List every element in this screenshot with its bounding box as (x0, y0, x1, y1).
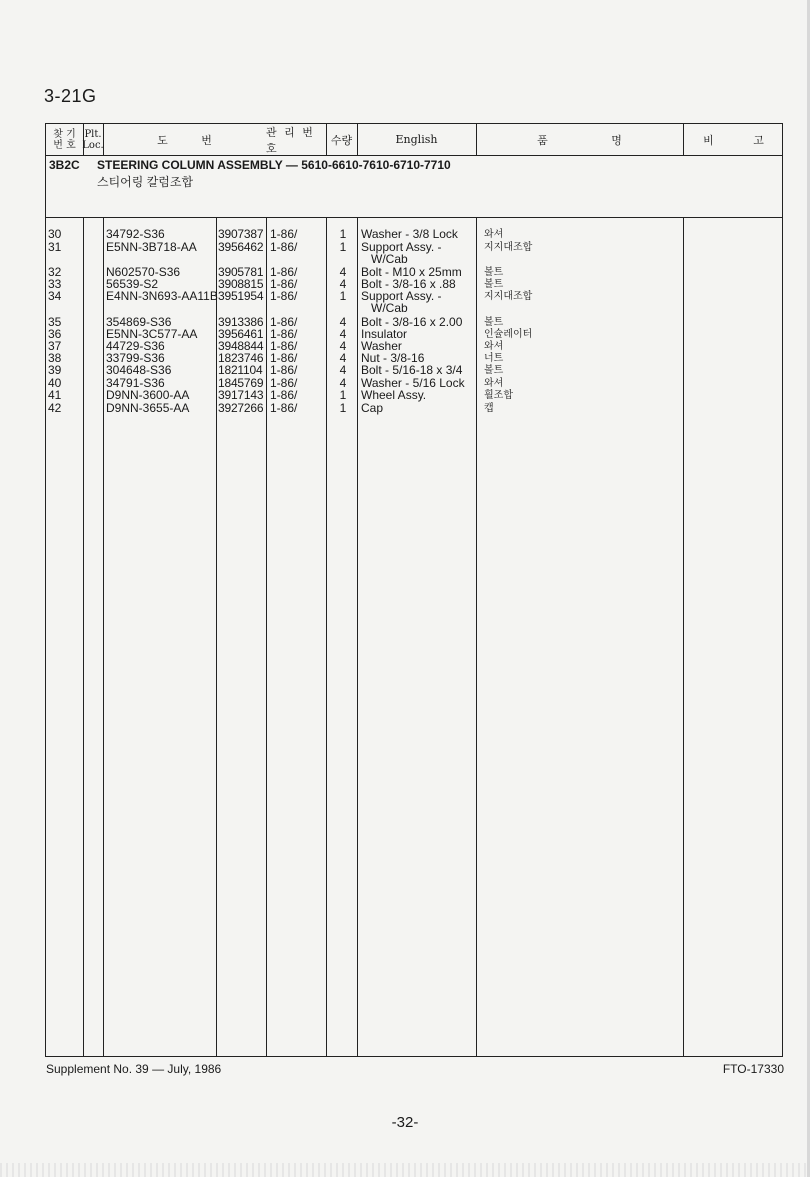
row-date: 1-86/ (270, 265, 298, 279)
header-part-number: 도 번 (157, 133, 212, 147)
row-english-continued: W/Cab (371, 301, 408, 315)
row-loc: 31 (48, 240, 62, 254)
header-find-no-line1: 찾 기 (53, 128, 76, 140)
row-date: 1-86/ (270, 376, 298, 390)
row-korean: 와셔 (484, 229, 504, 240)
header-management-no: 관 리 번 호 (266, 125, 313, 155)
row-management-no: 3917143 (218, 388, 264, 402)
header-rule (46, 155, 782, 156)
row-management-no: 3927266 (218, 401, 264, 415)
row-quantity: 1 (339, 240, 347, 254)
section-rule (46, 217, 782, 218)
header-english: English (395, 133, 438, 146)
row-management-no: 1821104 (218, 363, 263, 377)
supplement-note: Supplement No. 39 — July, 1986 (46, 1062, 222, 1076)
row-korean: 지지대조합 (484, 291, 533, 302)
row-quantity: 4 (339, 265, 347, 279)
row-date: 1-86/ (270, 351, 298, 365)
row-korean: 휠조합 (484, 390, 513, 401)
row-quantity: 4 (339, 315, 347, 329)
row-loc: 39 (48, 363, 62, 377)
row-loc: 35 (48, 315, 62, 329)
row-part-number: D9NN-3600-AA (106, 388, 190, 402)
row-quantity: 1 (339, 388, 347, 402)
row-management-no: 1823746 (218, 351, 264, 365)
header-plt-line2: Loc. (82, 139, 104, 151)
row-management-no: 3948844 (218, 339, 264, 353)
row-loc: 38 (48, 351, 62, 365)
header-plt-loc (83, 124, 103, 155)
row-part-number: 44729-S36 (106, 339, 165, 353)
row-date: 1-86/ (270, 277, 298, 291)
row-date: 1-86/ (270, 227, 298, 241)
row-loc: 32 (48, 265, 62, 279)
row-loc: 36 (48, 327, 62, 341)
section-title: STEERING COLUMN ASSEMBLY — 5610-6610-7610-6710-7710 (97, 158, 451, 172)
row-english: Cap (361, 401, 384, 415)
header-quantity: 수량 (330, 133, 353, 147)
row-quantity: 4 (339, 339, 347, 353)
row-english: Washer - 3/8 Lock (361, 227, 458, 241)
row-quantity: 1 (339, 289, 347, 303)
row-korean: 볼트 (484, 267, 504, 278)
row-part-number: 56539-S2 (106, 277, 159, 291)
row-english: Insulator (361, 327, 408, 341)
row-date: 1-86/ (270, 339, 298, 353)
row-english: Support Assy. - (361, 289, 442, 303)
row-management-no: 3956462 (218, 240, 264, 254)
row-korean: 볼트 (484, 317, 504, 328)
table-row (46, 290, 782, 303)
row-korean: 볼트 (484, 279, 504, 290)
row-quantity: 1 (339, 401, 347, 415)
row-english: Bolt - 3/8-16 x 2.00 (361, 315, 463, 329)
row-management-no: 1845769 (218, 376, 264, 390)
row-date: 1-86/ (270, 289, 298, 303)
row-management-no: 3907387 (218, 227, 264, 241)
document-code: FTO-17330 (722, 1062, 784, 1076)
row-date: 1-86/ (270, 388, 298, 402)
row-loc: 40 (48, 376, 62, 390)
row-loc: 41 (48, 388, 62, 402)
row-korean: 너트 (484, 353, 504, 364)
row-english: Nut - 3/8-16 (361, 351, 425, 365)
row-management-no: 3951954 (218, 289, 264, 303)
row-english: Bolt - 5/16-18 x 3/4 (361, 363, 463, 377)
row-korean: 와셔 (484, 378, 504, 389)
row-english: Bolt - 3/8-16 x .88 (361, 277, 456, 291)
section-code: 3B2C (49, 158, 80, 172)
row-english: Wheel Assy. (361, 388, 427, 402)
row-date: 1-86/ (270, 327, 298, 341)
row-date: 1-86/ (270, 363, 298, 377)
row-english: Washer - 5/16 Lock (361, 376, 465, 390)
parts-table (45, 123, 783, 1057)
row-quantity: 4 (339, 277, 347, 291)
row-management-no: 3905781 (218, 265, 264, 279)
row-loc: 34 (48, 289, 62, 303)
row-korean: 캡 (484, 403, 494, 414)
scan-edge-bottom (0, 1163, 810, 1177)
row-management-no: 3956461 (218, 327, 264, 341)
row-english: Support Assy. - (361, 240, 442, 254)
row-loc: 33 (48, 277, 62, 291)
row-quantity: 4 (339, 327, 347, 341)
row-management-no: 3913386 (218, 315, 264, 329)
row-part-number: 33799-S36 (106, 351, 165, 365)
table-row (46, 402, 782, 415)
row-quantity: 4 (339, 351, 347, 365)
row-quantity: 1 (339, 227, 347, 241)
header-plt-line1: Plt. (84, 128, 102, 140)
row-part-number: 354869-S36 (106, 315, 172, 329)
row-korean: 지지대조합 (484, 242, 533, 253)
row-part-number: 34791-S36 (106, 376, 165, 390)
row-part-number: D9NN-3655-AA (106, 401, 190, 415)
page-id: 3-21G (44, 86, 97, 106)
row-quantity: 4 (339, 376, 347, 390)
row-korean: 볼트 (484, 365, 504, 376)
row-date: 1-86/ (270, 315, 298, 329)
row-korean: 와셔 (484, 341, 504, 352)
row-english: Washer (361, 339, 402, 353)
header-remarks: 비 고 (703, 133, 764, 147)
table-row (46, 241, 782, 254)
row-quantity: 4 (339, 363, 347, 377)
row-part-number: 304648-S36 (106, 363, 172, 377)
row-korean: 인슐레이터 (484, 329, 533, 340)
page-number: -32- (391, 1114, 419, 1131)
row-part-number: E5NN-3B718-AA (106, 240, 197, 254)
row-english-continued: W/Cab (371, 252, 408, 266)
row-english: Bolt - M10 x 25mm (361, 265, 462, 279)
row-part-number: E4NN-3N693-AA11B (106, 289, 218, 303)
header-find-no-line2: 번 호 (53, 139, 76, 151)
row-date: 1-86/ (270, 240, 298, 254)
row-loc: 37 (48, 339, 62, 353)
row-management-no: 3908815 (218, 277, 264, 291)
header-find-no (46, 124, 83, 155)
row-part-number: 34792-S36 (106, 227, 165, 241)
header-korean-name: 품 명 (537, 133, 622, 147)
section-korean-title: 스티어링 칼럼조합 (97, 175, 194, 189)
row-part-number: E5NN-3C577-AA (106, 327, 198, 341)
row-part-number: N602570-S36 (106, 265, 181, 279)
row-loc: 30 (48, 227, 62, 241)
row-date: 1-86/ (270, 401, 298, 415)
row-loc: 42 (48, 401, 62, 415)
